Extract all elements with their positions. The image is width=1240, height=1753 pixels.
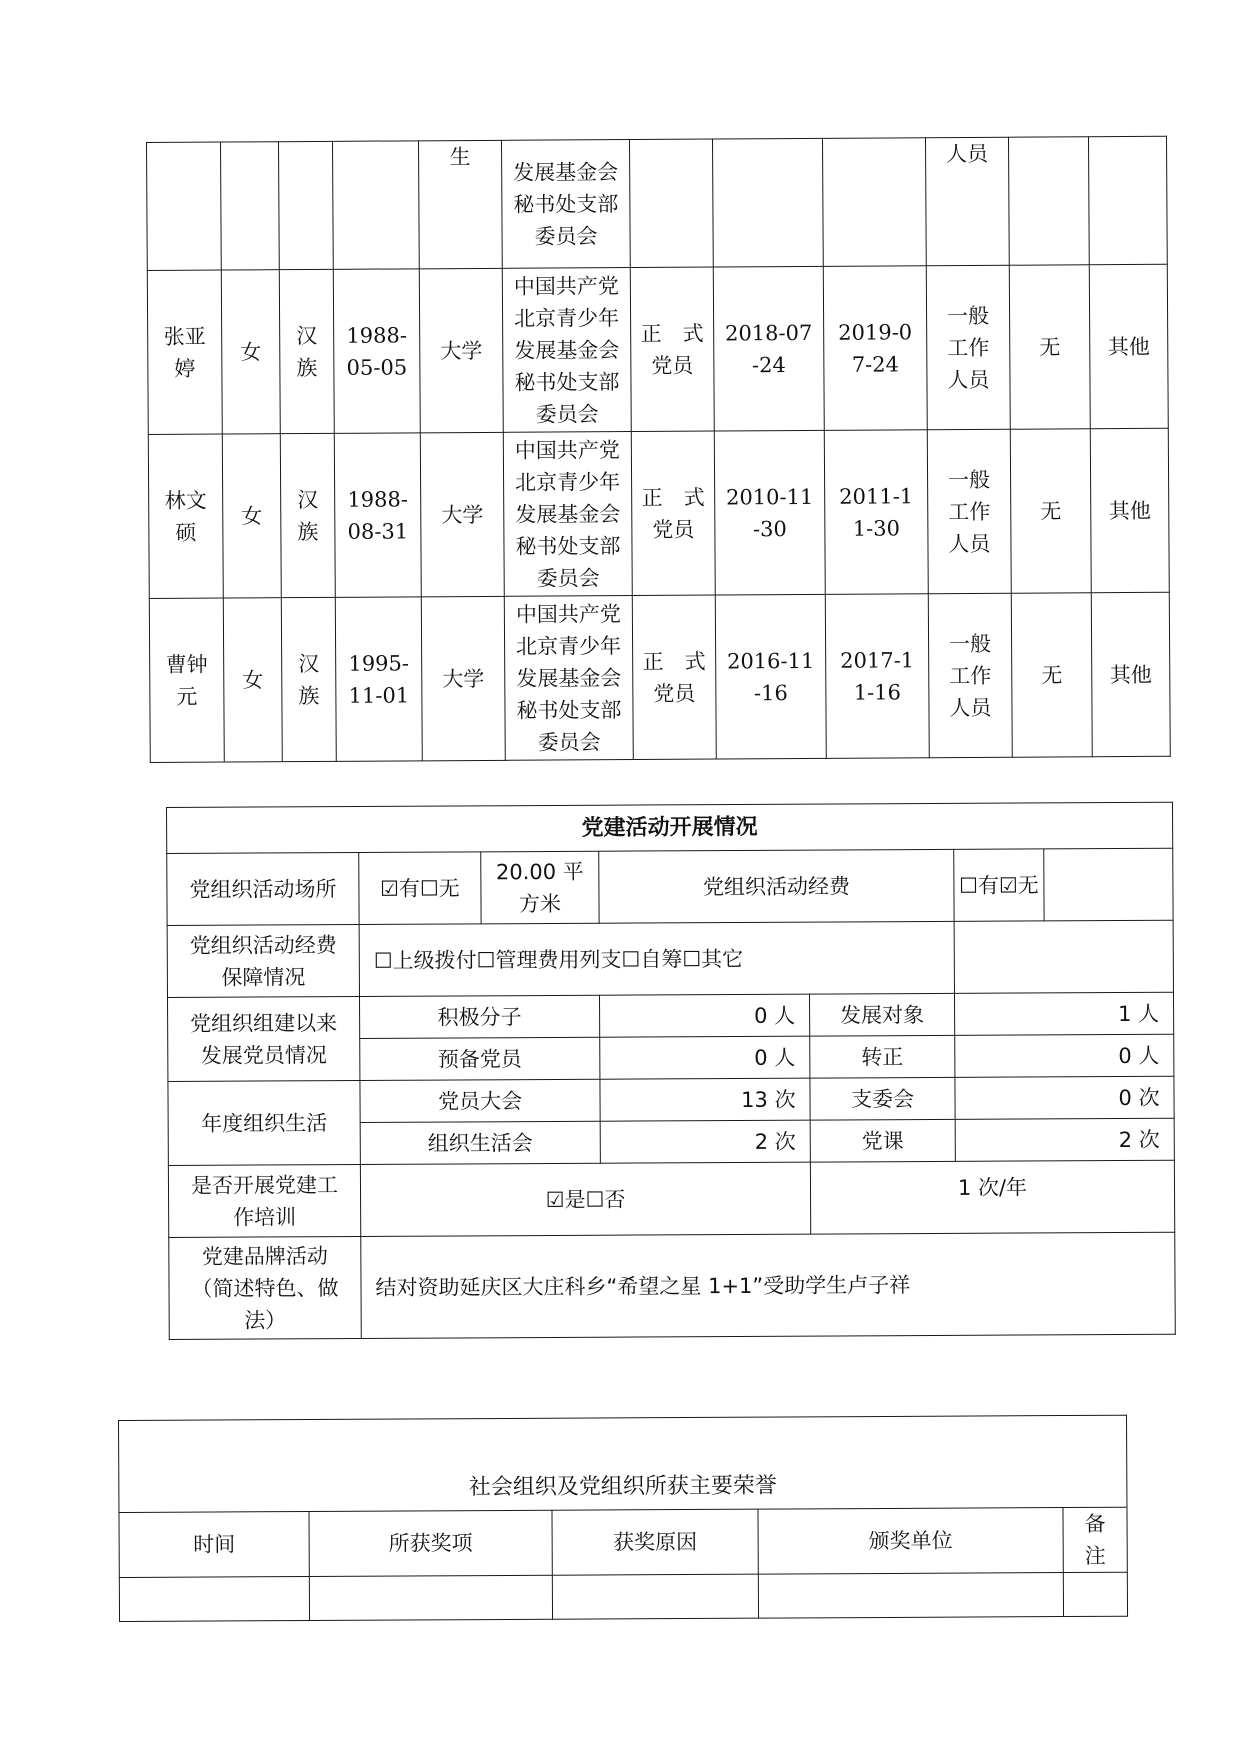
education-cell: 大学 — [421, 596, 505, 761]
birth-line: 1988- — [347, 486, 409, 512]
org-line: 委员会 — [537, 729, 601, 755]
ethnicity-cell — [279, 269, 334, 433]
table-row — [148, 428, 1169, 598]
education-cell: 大学 — [420, 432, 504, 597]
remark-line: 注 — [1084, 1543, 1106, 1568]
position-line: 一般 — [949, 631, 992, 656]
regular-date-cell — [824, 430, 928, 595]
position-line: 工作 — [948, 499, 991, 524]
status-line: 党员 — [652, 517, 695, 542]
header-time: 时间 — [119, 1512, 309, 1578]
note2-cell: 其他 — [1090, 428, 1169, 592]
gender-cell: 女 — [222, 434, 281, 598]
gender-cell: 女 — [221, 270, 280, 434]
name-line: 元 — [176, 684, 198, 709]
funds-guarantee-label — [167, 924, 359, 997]
birth-cell — [334, 433, 421, 598]
status-line: 正 式 — [642, 649, 706, 674]
org-line: 发展基金会 — [515, 501, 621, 527]
note1-cell: 无 — [1011, 593, 1092, 757]
label-line: 法） — [244, 1307, 287, 1333]
funds-guarantee-checkboxes[interactable]: ☐上级拨付☐管理费用列支☐自筹☐其它 — [359, 921, 954, 996]
date-line: 2019-0 — [838, 319, 913, 345]
life-meeting-label: 组织生活会 — [360, 1121, 600, 1164]
date-line: 2016-11 — [726, 648, 815, 673]
birth-line: 11-01 — [348, 682, 410, 708]
org-line: 北京青少年 — [516, 633, 622, 659]
position-line: 人员 — [947, 367, 990, 392]
ethnicity-line: 族 — [298, 683, 320, 708]
committee-value: 0 次 — [955, 1076, 1174, 1119]
birth-line: 05-05 — [346, 354, 408, 380]
status-line: 党员 — [653, 681, 696, 706]
join-date-cell — [713, 266, 824, 431]
date-line: -16 — [753, 680, 788, 705]
education-cell: 生 — [418, 140, 502, 269]
date-line: 1-16 — [853, 679, 902, 705]
org-line: 中国共产党 — [513, 273, 619, 299]
remark-cell — [1063, 1572, 1127, 1616]
birth-line: 1995- — [348, 650, 410, 676]
status-line: 党员 — [651, 353, 694, 378]
party-class-label: 党课 — [810, 1119, 955, 1162]
date-line: 1-30 — [852, 515, 901, 541]
ethnicity-cell — [279, 141, 334, 269]
position-line: 人员 — [948, 531, 991, 556]
org-cell — [503, 432, 632, 597]
activities-table — [166, 802, 1176, 1340]
org-cell — [504, 596, 633, 761]
issuer-cell — [758, 1573, 1063, 1619]
venue-area — [481, 851, 599, 924]
org-cell — [501, 140, 630, 269]
remark-line: 备 — [1084, 1511, 1106, 1536]
status-line: 正 式 — [640, 321, 704, 346]
ethnicity-line: 汉 — [296, 323, 318, 348]
birth-line: 08-31 — [347, 518, 409, 544]
converted-value: 0 人 — [955, 1034, 1174, 1077]
label-line: 党建品牌活动 — [201, 1243, 328, 1269]
header-issuer: 颁奖单位 — [758, 1508, 1063, 1575]
position-cell — [927, 429, 1011, 594]
targets-value: 1 人 — [954, 992, 1173, 1035]
label-line: 作培训 — [233, 1204, 297, 1230]
org-line: 北京青少年 — [514, 305, 620, 331]
regular-date-cell — [825, 594, 929, 759]
status-line: 正 式 — [641, 485, 705, 510]
header-remark — [1063, 1507, 1127, 1572]
label-line: （简述特色、做 — [191, 1275, 339, 1301]
name-cell — [147, 142, 222, 270]
position-cell — [928, 593, 1012, 758]
org-cell — [502, 268, 631, 433]
name-line: 婷 — [174, 356, 196, 381]
ethnicity-line: 汉 — [297, 487, 319, 512]
table-row — [147, 136, 1168, 270]
education-cell: 大学 — [419, 268, 503, 433]
name-line: 林文 — [164, 488, 207, 513]
activists-value: 0 人 — [599, 994, 809, 1037]
birth-line: 1988- — [346, 322, 408, 348]
brand-value: 结对资助延庆区大庄科乡“希望之星 1+1”受助学生卢子祥 — [361, 1232, 1176, 1338]
org-line: 委员会 — [536, 565, 600, 591]
general-meeting-value: 13 次 — [600, 1078, 810, 1121]
position-line: 一般 — [947, 303, 990, 328]
honors-table — [118, 1415, 1128, 1622]
note2-cell — [1088, 136, 1167, 264]
org-line: 委员会 — [534, 223, 598, 249]
probationary-label: 预备党员 — [360, 1037, 600, 1080]
name-line: 曹钟 — [165, 652, 208, 677]
ethnicity-cell — [281, 597, 336, 761]
development-label — [167, 996, 359, 1081]
status-cell — [629, 139, 713, 268]
life-meeting-value: 2 次 — [600, 1120, 810, 1163]
time-cell — [119, 1577, 309, 1622]
date-line: -24 — [751, 352, 786, 377]
date-line: 2017-1 — [840, 647, 915, 673]
training-frequency: 1 次/年 — [810, 1160, 1174, 1234]
note1-cell: 无 — [1010, 429, 1091, 593]
party-class-value: 2 次 — [955, 1118, 1174, 1161]
area-line: 20.00 平 — [495, 859, 584, 884]
org-line: 发展基金会 — [516, 665, 622, 691]
ethnicity-cell — [280, 433, 335, 597]
org-line: 秘书处支部 — [513, 191, 619, 217]
header-award: 所获奖项 — [309, 1510, 552, 1576]
org-line: 发展基金会 — [514, 337, 620, 363]
label-line: 发展党员情况 — [200, 1042, 327, 1068]
date-line: -30 — [752, 516, 787, 541]
org-line: 秘书处支部 — [516, 697, 622, 723]
name-cell — [148, 434, 223, 598]
funds-label: 党组织活动经费 — [599, 849, 954, 923]
join-date-cell — [712, 138, 823, 267]
note1-cell — [1008, 137, 1089, 265]
ethnicity-line: 族 — [296, 355, 318, 380]
ethnicity-line: 汉 — [298, 651, 320, 676]
probationary-value: 0 人 — [600, 1036, 810, 1079]
status-cell — [632, 595, 716, 760]
label-line: 保障情况 — [221, 964, 306, 990]
position-cell: 人员 — [925, 137, 1009, 266]
name-line: 硕 — [175, 520, 197, 545]
table-row — [149, 592, 1170, 762]
org-line: 秘书处支部 — [515, 533, 621, 559]
name-line: 张亚 — [163, 324, 206, 349]
funds-checkbox[interactable]: ☐有☑无 — [954, 849, 1044, 921]
area-line: 方米 — [518, 891, 562, 916]
label-line: 党组织活动经费 — [189, 932, 337, 958]
table-row — [119, 1572, 1127, 1621]
birth-cell — [333, 269, 420, 434]
regular-date-cell — [823, 266, 927, 431]
header-reason: 获奖原因 — [552, 1509, 758, 1575]
venue-label: 党组织活动场所 — [167, 852, 359, 925]
status-cell — [631, 431, 715, 596]
ethnicity-line: 族 — [297, 519, 319, 544]
regular-date-cell — [822, 138, 926, 267]
org-line: 北京青少年 — [515, 469, 621, 495]
org-line: 秘书处支部 — [514, 369, 620, 395]
table-row — [147, 264, 1168, 434]
date-line: 7-24 — [851, 351, 900, 377]
converted-label: 转正 — [810, 1035, 955, 1078]
org-line: 中国共产党 — [514, 437, 620, 463]
label-line: 是否开展党建工 — [190, 1172, 339, 1198]
position-cell — [926, 265, 1010, 430]
members-table — [146, 136, 1171, 763]
org-line: 中国共产党 — [515, 601, 621, 627]
training-checkbox[interactable]: ☑是☐否 — [360, 1162, 810, 1236]
note2-cell: 其他 — [1089, 264, 1168, 428]
date-line: 2010-11 — [725, 484, 814, 509]
org-line: 委员会 — [535, 401, 599, 427]
note1-cell: 无 — [1009, 265, 1090, 429]
birth-cell — [332, 141, 419, 270]
birth-cell — [335, 597, 422, 762]
status-cell — [630, 267, 714, 432]
note2-cell: 其他 — [1091, 592, 1170, 756]
join-date-cell — [714, 430, 825, 595]
label-line: 党组织组建以来 — [190, 1010, 338, 1036]
activists-label: 积极分子 — [359, 995, 599, 1038]
targets-label: 发展对象 — [809, 993, 954, 1036]
committee-label: 支委会 — [810, 1077, 955, 1120]
position-line: 工作 — [947, 335, 990, 360]
brand-label — [169, 1236, 362, 1339]
gender-cell — [221, 142, 280, 270]
training-label — [168, 1164, 360, 1237]
award-cell — [309, 1575, 552, 1620]
position-line: 一般 — [948, 467, 991, 492]
section-title: 党建活动开展情况 — [167, 802, 1173, 853]
join-date-cell — [715, 594, 826, 759]
empty-cell — [1044, 848, 1173, 921]
venue-checkbox[interactable]: ☑有☐无 — [359, 852, 481, 925]
honors-title: 社会组织及党组织所获主要荣誉 — [119, 1415, 1128, 1512]
position-line: 人员 — [949, 695, 992, 720]
general-meeting-label: 党员大会 — [360, 1079, 600, 1122]
position-line: 工作 — [949, 663, 992, 688]
gender-cell: 女 — [223, 598, 282, 762]
empty-cell — [954, 920, 1173, 993]
date-line: 2011-1 — [839, 483, 914, 509]
date-line: 2018-07 — [724, 320, 813, 345]
org-line: 发展基金会 — [513, 159, 619, 185]
name-cell — [147, 270, 222, 434]
annual-label: 年度组织生活 — [168, 1080, 360, 1165]
reason-cell — [552, 1574, 758, 1619]
name-cell — [149, 598, 224, 762]
